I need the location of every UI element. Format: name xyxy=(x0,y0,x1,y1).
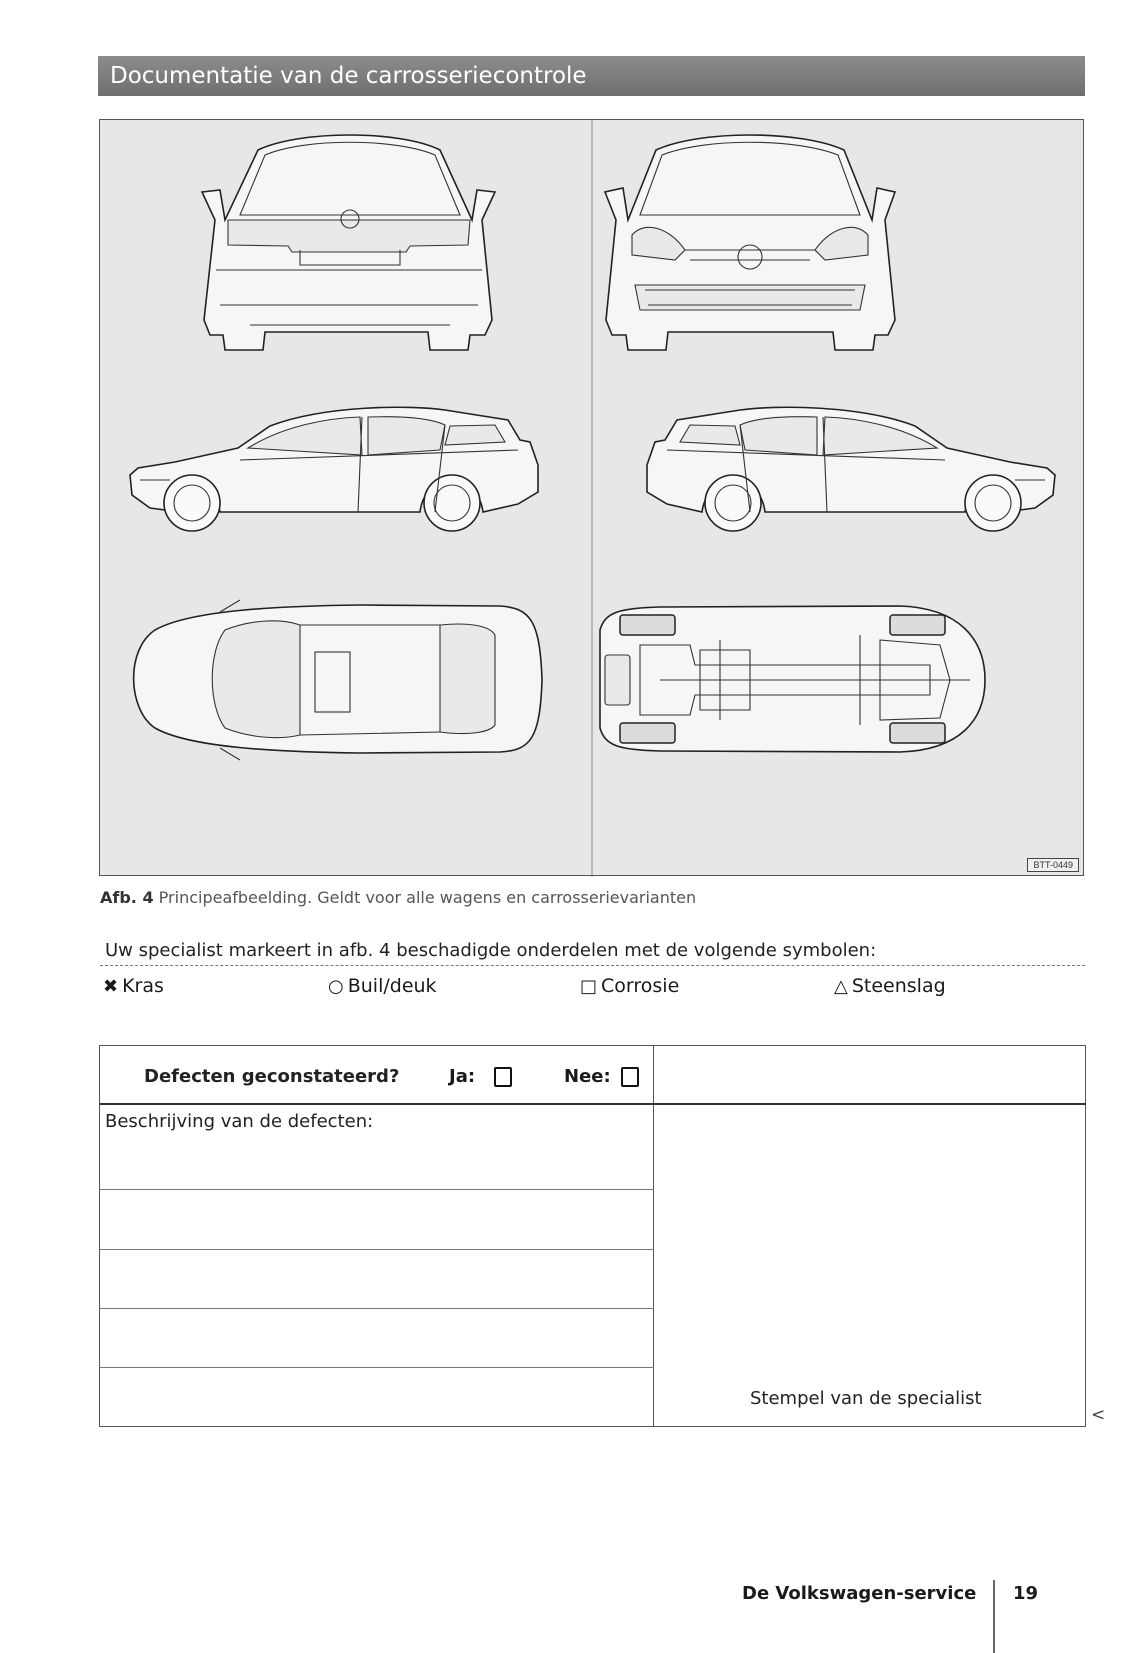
footer-title: De Volkswagen-service xyxy=(742,1583,977,1604)
symbol-legend xyxy=(0,975,1141,1001)
yes-label: Ja: xyxy=(449,1066,476,1087)
underbody-view xyxy=(600,606,985,752)
figure-code: BTT-0449 xyxy=(1027,858,1079,872)
front-view xyxy=(605,135,895,350)
yes-checkbox[interactable] xyxy=(494,1067,512,1087)
symbol-label: Buil/deuk xyxy=(347,975,437,997)
right-side-view xyxy=(647,407,1055,531)
car-diagram xyxy=(100,120,1085,877)
form-line xyxy=(99,1308,654,1309)
top-view xyxy=(134,600,542,760)
form-line xyxy=(99,1367,654,1368)
circle-icon: ○ xyxy=(328,976,344,997)
symbol-steenslag xyxy=(834,975,946,997)
form-header-line xyxy=(99,1103,1086,1105)
description-label: Beschrijving van de defecten: xyxy=(105,1111,374,1132)
defects-question: Defecten geconstateerd? xyxy=(144,1066,400,1087)
symbol-buil-deuk xyxy=(328,975,437,997)
car-diagram-figure xyxy=(99,119,1084,876)
square-icon: □ xyxy=(580,976,598,997)
caption-label: Afb. 4 xyxy=(100,888,154,907)
no-label: Nee: xyxy=(564,1066,611,1087)
symbol-corrosie xyxy=(580,975,679,997)
stamp-label: Stempel van de specialist xyxy=(750,1388,982,1409)
symbol-label: Steenslag xyxy=(851,975,946,997)
margin-mark: < xyxy=(1091,1405,1106,1425)
symbol-kras xyxy=(103,975,164,997)
caption-text: Principeafbeelding. Geldt voor alle wagens en carrosserievarianten xyxy=(158,888,697,907)
left-side-view xyxy=(130,407,538,531)
defect-form xyxy=(99,1045,1086,1427)
instruction-text: Uw specialist markeert in afb. 4 beschadigde onderdelen met de volgende symbolen: xyxy=(100,940,1085,966)
form-line xyxy=(99,1189,654,1190)
triangle-icon: △ xyxy=(834,976,848,997)
page-title: Documentatie van de carrosseriecontrole xyxy=(98,56,1085,96)
page-number: 19 xyxy=(1013,1583,1039,1604)
figure-caption xyxy=(100,888,696,907)
footer-separator xyxy=(993,1580,995,1653)
symbol-label: Corrosie xyxy=(601,975,680,997)
rear-view xyxy=(202,135,495,350)
symbol-label: Kras xyxy=(122,975,164,997)
no-checkbox[interactable] xyxy=(621,1067,639,1087)
form-line xyxy=(99,1249,654,1250)
cross-icon: ✖ xyxy=(103,976,119,997)
